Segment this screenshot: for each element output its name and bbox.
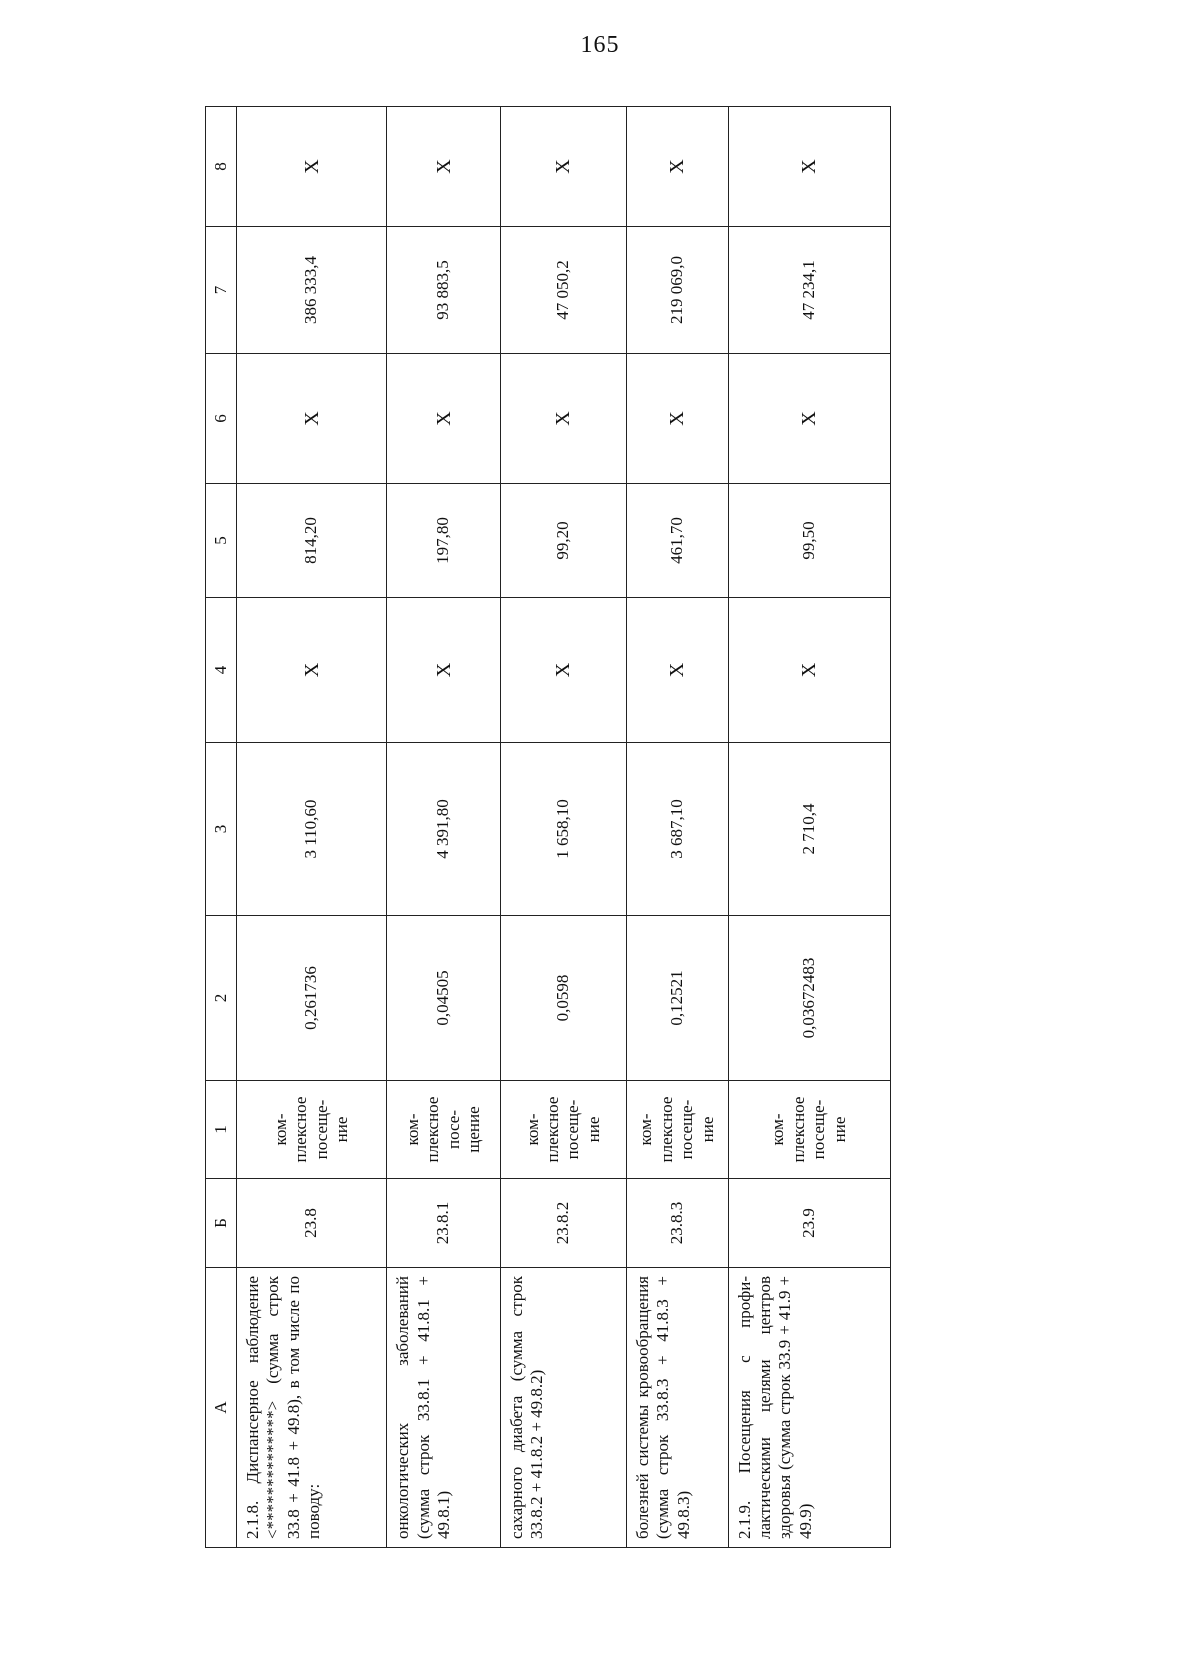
unit-cell — [237, 1081, 387, 1179]
value-cell: 0,12521 — [626, 916, 728, 1081]
unit-cell — [501, 1081, 627, 1179]
header-cell: Б — [206, 1179, 237, 1268]
table-row — [626, 107, 728, 1548]
table-row — [501, 107, 627, 1548]
x-cell: X — [501, 598, 627, 743]
value-cell: 47 234,1 — [728, 227, 891, 354]
row-code: 23.8 — [237, 1179, 387, 1268]
unit-cell — [728, 1081, 891, 1179]
unit-line: ние — [332, 1116, 352, 1143]
unit-line: ком- — [636, 1113, 656, 1146]
row-code: 23.8.2 — [501, 1179, 627, 1268]
row-description: 2.1.8. Диспансерное наблюдение <**************> (сумма строк 33.8 + 41.8 + 49.8), в том числе по поводу: — [237, 1268, 387, 1548]
unit-line: щение — [464, 1106, 484, 1153]
header-cell: А — [206, 1268, 237, 1548]
data-table — [205, 106, 891, 1548]
unit-line: посеще- — [311, 1099, 331, 1160]
x-cell: X — [626, 354, 728, 484]
value-cell: 93 883,5 — [387, 227, 501, 354]
unit-line: ком- — [768, 1113, 788, 1146]
unit-line: ние — [829, 1116, 849, 1143]
x-cell: X — [728, 354, 891, 484]
value-cell: 0,0598 — [501, 916, 627, 1081]
page-number: 165 — [580, 32, 620, 58]
unit-line: посеще- — [677, 1099, 697, 1160]
row-code: 23.8.3 — [626, 1179, 728, 1268]
header-cell: 2 — [206, 916, 237, 1081]
value-cell: 3 110,60 — [237, 743, 387, 916]
value-cell: 386 333,4 — [237, 227, 387, 354]
unit-line: посе- — [443, 1110, 463, 1149]
row-description: болезней системы кровообращения (сумма строк 33.8.3 + 41.8.3 + 49.8.3) — [626, 1268, 728, 1548]
value-cell: 1 658,10 — [501, 743, 627, 916]
unit-line: посеще- — [809, 1099, 829, 1160]
header-cell: 7 — [206, 227, 237, 354]
rotated-table-wrapper — [205, 107, 891, 1548]
unit-cell — [626, 1081, 728, 1179]
x-cell: X — [626, 598, 728, 743]
x-cell: X — [728, 107, 891, 227]
header-cell: 6 — [206, 354, 237, 484]
value-cell: 461,70 — [626, 484, 728, 598]
x-cell: X — [237, 598, 387, 743]
x-cell: X — [387, 107, 501, 227]
x-cell: X — [237, 354, 387, 484]
x-cell: X — [728, 598, 891, 743]
header-cell: 3 — [206, 743, 237, 916]
header-cell: 8 — [206, 107, 237, 227]
value-cell: 814,20 — [237, 484, 387, 598]
header-cell: 1 — [206, 1081, 237, 1179]
table-row — [387, 107, 501, 1548]
unit-line: ком- — [522, 1113, 542, 1146]
x-cell: X — [626, 107, 728, 227]
row-code: 23.8.1 — [387, 1179, 501, 1268]
unit-line: ком- — [402, 1113, 422, 1146]
value-cell: 99,20 — [501, 484, 627, 598]
unit-line: ком- — [270, 1113, 290, 1146]
table-row — [237, 107, 387, 1548]
table-row — [728, 107, 891, 1548]
unit-line: плексное — [291, 1096, 311, 1163]
x-cell: X — [387, 354, 501, 484]
row-code: 23.9 — [728, 1179, 891, 1268]
unit-line: плексное — [423, 1096, 443, 1163]
unit-line: плексное — [656, 1096, 676, 1163]
row-description: онкологических заболеваний (сумма строк 33.8.1 + 41.8.1 + 49.8.1) — [387, 1268, 501, 1548]
row-description: сахарного диабета (сумма строк 33.8.2 + 41.8.2 + 49.8.2) — [501, 1268, 627, 1548]
unit-line: ние — [697, 1116, 717, 1143]
row-description: 2.1.9. Посещения с профилактическими целями центров здоровья (сумма строк 33.9 + 41.9 + 49.9) — [728, 1268, 891, 1548]
header-cell: 5 — [206, 484, 237, 598]
header-cell: 4 — [206, 598, 237, 743]
x-cell: X — [237, 107, 387, 227]
x-cell: X — [501, 107, 627, 227]
value-cell: 219 069,0 — [626, 227, 728, 354]
x-cell: X — [387, 598, 501, 743]
x-cell: X — [501, 354, 627, 484]
unit-line: плексное — [788, 1096, 808, 1163]
unit-line: посеще- — [563, 1099, 583, 1160]
unit-cell — [387, 1081, 501, 1179]
value-cell: 4 391,80 — [387, 743, 501, 916]
value-cell: 2 710,4 — [728, 743, 891, 916]
value-cell: 0,03672483 — [728, 916, 891, 1081]
value-cell: 0,261736 — [237, 916, 387, 1081]
header-row — [206, 107, 237, 1548]
value-cell: 0,04505 — [387, 916, 501, 1081]
unit-line: плексное — [543, 1096, 563, 1163]
value-cell: 3 687,10 — [626, 743, 728, 916]
unit-line: ние — [583, 1116, 603, 1143]
value-cell: 197,80 — [387, 484, 501, 598]
value-cell: 47 050,2 — [501, 227, 627, 354]
value-cell: 99,50 — [728, 484, 891, 598]
